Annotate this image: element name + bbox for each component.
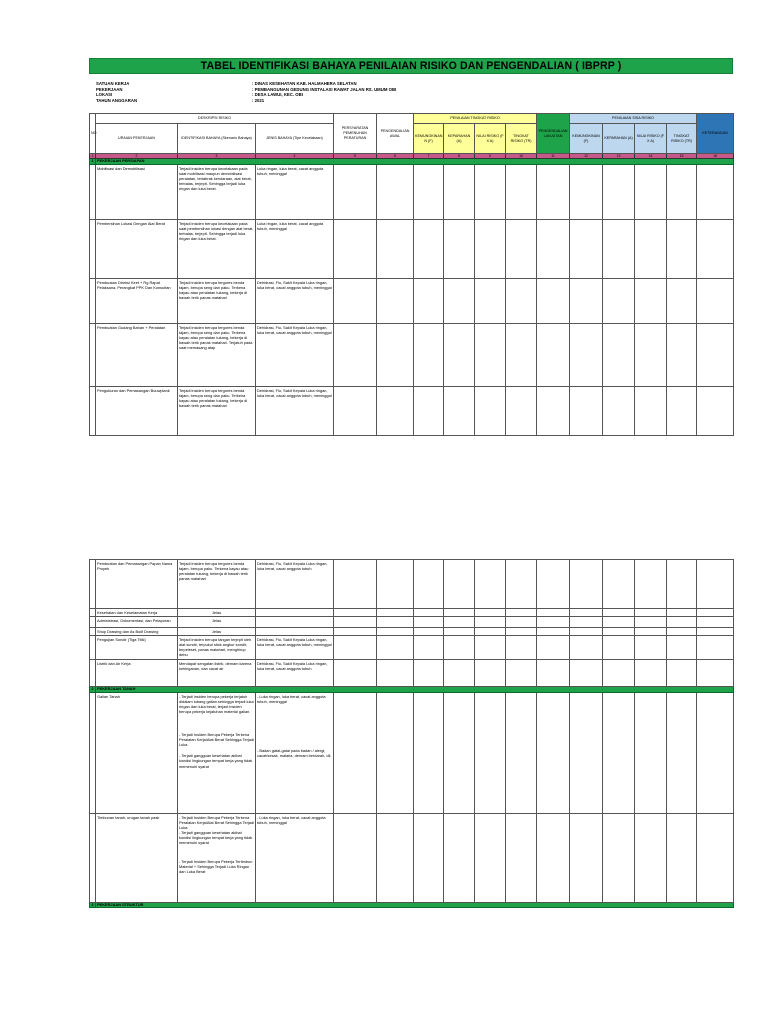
- uraian-cell: Shop Drawing dan As Built Drawing: [96, 628, 178, 636]
- table-row: [90, 660, 734, 687]
- table-row: [90, 323, 734, 386]
- header-penilaian-sisa-risiko: PENILAIAN SISA RISIKO: [570, 114, 697, 124]
- uraian-cell: Pembuatan Direksi Keet + Rg Rapat Pelaksana, Perangkat PPK Dan Konsultan: [96, 278, 178, 323]
- jenis-cell: Dehidrasi, Flu, Sakit Kepala Luka ringan, luka berat, cacat anggota tubuh, meninggal: [256, 278, 334, 323]
- header-pengendalian-lanjutan: PENGENDALIAN LANJUTAN: [537, 114, 570, 154]
- jenis-cell: Luka ringan, luka berat, cacat anggota tubuh, meninggal: [256, 219, 334, 278]
- jenis-cell: [256, 692, 334, 813]
- header-identifikasi-bahaya: IDENTIFIKASI BAHAYA (Skenario Bahaya): [178, 124, 256, 154]
- section-title: PEKERJAAN TANAH: [96, 687, 734, 693]
- uraian-cell: Administrasi, Dokumentasi, dan Pelaporan: [96, 617, 178, 628]
- identifikasi-cell: Terjadi insiden berupa tergores benda tajam, berupa seng dan paku. Terkena kayau atau peralatan tukang, bekerja di bawah terik panas matahari: [178, 278, 256, 323]
- header-penilaian-tingkat-risiko: PENILAIAN TINGKAT RISIKO: [414, 114, 537, 124]
- risk-table-page-2: [89, 559, 734, 908]
- table-row: [90, 560, 734, 609]
- identifikasi-cell: Terjadi insiden berupa kecelakaan pada saat pembersihan lokasi dengan alat berat, terbalas, terjepit. Sehingga terjadi luka ringan dan luka berat.: [178, 219, 256, 278]
- identifikasi-line: - Terjadi gangguan kesehatan akibat kondisi lingkungan tempat kerja yang tidak memenuhi syarat: [179, 829, 253, 846]
- jenis-cell: Dehidrasi, Flu, Sakit Kepala Luka ringan, luka berat, cacat anggota tubuh: [256, 560, 334, 609]
- column-number: 4: [256, 154, 334, 159]
- table-row: [90, 628, 734, 636]
- identifikasi-cell: Mendapat sengatan listrik, demam karena kehinganan, dan cacat air: [178, 660, 256, 687]
- jenis-cell: Dehidrasi, Flu, Sakit Kepala Luka ringan, luka berat, cacat anggota tubuh, meninggal: [256, 636, 334, 660]
- table-row: [90, 278, 734, 323]
- header-keterangan: KETERANGAN: [697, 114, 734, 154]
- identifikasi-cell: Terjadi insiden berupa tergores benda tajam, berupa seng dan paku. Terkena kayau atau peralatan tukang, bekerja di bawah terik panas matahari. Terjatuh pada saat memasang atap: [178, 323, 256, 386]
- header-tingkat-risiko: TINGKAT RISIKO (TR): [506, 124, 537, 154]
- column-number: 11: [537, 154, 570, 159]
- column-number: 13: [603, 154, 635, 159]
- identifikasi-cell: Terjadi insiden berupa tangan terjepit oleh alat sondir, terpukul stick angkur sondir, terpeleset, panas matahari, menghirup debu: [178, 636, 256, 660]
- identifikasi-line: - Terjadi insiden berupa pekerja terjatuh didalam lubang galian sehingga terjadi luka ringan dan luka berat, terjadi insiden berupa pekerja kejatuhan material galian.: [179, 693, 254, 714]
- identifikasi-cell: [178, 813, 256, 902]
- jenis-cell: [256, 628, 334, 636]
- identifikasi-line: - Terjadi gangguan kesehatan akibat kondisi lingkungan tempat kerja yang tidak memenuhi syarat: [179, 753, 253, 769]
- table-row: [90, 609, 734, 617]
- column-number: 12: [570, 154, 603, 159]
- column-number: 2: [96, 154, 178, 159]
- column-number: 10: [506, 154, 537, 159]
- header-uraian-pekerjaan: URAIAN PEKERJAAN: [96, 124, 178, 154]
- uraian-cell: Pembuatan dan Pemasangan Papan Nama Proyek: [96, 560, 178, 609]
- section-number: 3: [91, 901, 94, 907]
- jenis-cell: Dehidrasi, Flu, Sakit Kepala Luka ringan, luka berat, cacat anggota tubuh, meninggal: [256, 386, 334, 435]
- uraian-cell: Pembuatan Gudang Bahan + Peralatan: [96, 323, 178, 386]
- column-number: 3: [178, 154, 256, 159]
- table-row: [90, 164, 734, 219]
- section-number: 2: [91, 686, 94, 692]
- info-value: : PEMBANGUNAN GEDUNG INSTALASI RAWAT JALAN RS. UMUM OBI: [252, 86, 397, 92]
- column-number: 1: [90, 154, 96, 159]
- info-key: TAHUN ANGGARAN: [96, 97, 138, 103]
- jenis-cell: Luka ringan, luka berat, cacat anggota tubuh, meninggal: [256, 164, 334, 219]
- identifikasi-line: - Terjadi Insiden Berupa Pekerja Terkena Peralatan Kerja/Alat Berat Sehingga Terjadi Luka: [179, 814, 254, 830]
- info-key: SATUAN KERJA: [96, 81, 130, 86]
- column-number: 5: [334, 154, 377, 159]
- risk-table-page-1: [89, 113, 734, 436]
- uraian-cell: Galian Tanah: [96, 692, 178, 813]
- uraian-cell: Pembersihan Lokasi Dengan Alat Berat: [96, 219, 178, 278]
- header-kemungkinan-sisa: KEMUNGKINAN (F): [570, 124, 603, 154]
- column-number: 16: [697, 154, 734, 159]
- info-key: LOKASI: [96, 92, 113, 98]
- header-keparahan-sisa: KEPARAHAN (A): [603, 124, 635, 154]
- project-info: [96, 81, 396, 103]
- document-title: TABEL IDENTIFIKASI BAHAYA PENILAIAN RISIKO DAN PENGENDALIAN ( IBPRP ): [89, 58, 733, 74]
- info-value: : DINAS KESEHATAN KAB. HALMAHERA SELATAN: [252, 81, 357, 86]
- identifikasi-cell: Jelas: [178, 609, 256, 617]
- header-nilai-risiko: NILAI RISIKO (F X A): [475, 124, 506, 154]
- header-kemungkinan: KEMUNGKINAN N (F): [414, 124, 444, 154]
- table-row: [90, 813, 734, 902]
- header-keparahan: KEPARAHAN (A): [444, 124, 475, 154]
- header-pengendalian-awal: PENGENDALIAN AWAL: [377, 114, 414, 154]
- identifikasi-line: - Terjadi Insiden Berupa Pekerja Terkena Peralatan Kerja/Alat Berat Sehingga Terjadi Luka: [179, 732, 254, 748]
- column-number: 7: [414, 154, 444, 159]
- identifikasi-cell: Terjadi insiden berupa tergores benda tajam, berupa paku. Terkena kayau atau peralatan tukang, bekerja di bawah terik panas matahari: [178, 560, 256, 609]
- section-title: PEKERJAAN PERSIAPAN: [96, 159, 734, 165]
- identifikasi-cell: Jelas: [178, 617, 256, 628]
- section-title: PEKERJAAN STRUKTUR: [96, 902, 734, 908]
- column-number: 9: [475, 154, 506, 159]
- table-row: [90, 386, 734, 435]
- header-no: NO: [90, 114, 96, 154]
- header-tingkat-risiko-sisa: TINGKAT RISIKO (TR): [667, 124, 697, 154]
- column-number: 15: [667, 154, 697, 159]
- section-number: 1: [91, 158, 94, 163]
- table-row: [90, 219, 734, 278]
- table-row: [90, 692, 734, 813]
- jenis-line: - Luka ringan, luka berat, cacat anggota tubuh, meninggal: [257, 693, 326, 704]
- info-key: PEKERJAAN: [96, 86, 123, 92]
- header-deskripsi-risiko: DESKRIPSI RISIKO: [96, 114, 334, 124]
- jenis-cell: [256, 617, 334, 628]
- uraian-cell: Pengujian Sondir (Tiga Titik): [96, 636, 178, 660]
- header-persyaratan: PERSYARATAN PEMENUHAN PERATURAN: [334, 114, 377, 154]
- jenis-cell: Dehidrasi, Flu, Sakit Kepala Luka ringan, luka berat, cacat anggota tubuh: [256, 660, 334, 687]
- identifikasi-cell: Terjadi insiden berupa kecelakaan pada saat mobilisasi maupun demobilisasi peralatan, tertabrak kendaraan, alat berat, terbalas, terjepit. Sehingga terjadi luka ringan dan luka berat.: [178, 164, 256, 219]
- uraian-cell: Mobilisasi dan Demobilisasi: [96, 164, 178, 219]
- column-number: 14: [635, 154, 667, 159]
- section-row: [90, 902, 734, 908]
- jenis-line: - Badan gatal-gatal pada badan / alergi, cacat/sesak, malaria, demam berdarah, dll.: [257, 747, 332, 758]
- jenis-cell: [256, 609, 334, 617]
- header-nilai-risiko-sisa: NILAI RISIKO (F X A): [635, 124, 667, 154]
- table-row: [90, 617, 734, 628]
- column-number: 8: [444, 154, 475, 159]
- info-row: [96, 98, 396, 104]
- uraian-cell: Listrik dan Air Kerja: [96, 660, 178, 687]
- uraian-cell: Pengukuran dan Pemasangan Bouwplank: [96, 386, 178, 435]
- table-row: [90, 636, 734, 660]
- identifikasi-line: - Terjadi Insiden Berupa Pekerja Tertimbun Material + Sehingga Terjadi Luka Ringan dan Luka Berat: [179, 859, 253, 875]
- column-number: 6: [377, 154, 414, 159]
- uraian-cell: Timbunan tanah, urugan tanah pasir: [96, 813, 178, 902]
- jenis-cell: - Luka ringan, luka berat, cacat anggota tubuh, meninggal: [256, 813, 334, 902]
- identifikasi-cell: [178, 692, 256, 813]
- uraian-cell: Kesehatan dan Keselamatan Kerja: [96, 609, 178, 617]
- jenis-cell: Dehidrasi, Flu, Sakit Kepala Luka ringan, luka berat, cacat anggota tubuh, meninggal: [256, 323, 334, 386]
- identifikasi-cell: Terjadi insiden berupa tergores benda tajam, berupa seng dan paku. Terkena kayau atau peralatan tukang, bekerja di bawah terik panas matahari: [178, 386, 256, 435]
- info-value: : DESA LAWUI, KEC. OBI: [252, 92, 303, 98]
- identifikasi-cell: Jelas: [178, 628, 256, 636]
- header-jenis-bahaya: JENIS BAHAYA (Tipe Kecelakaan): [256, 124, 334, 154]
- info-value: : 2021: [252, 97, 265, 103]
